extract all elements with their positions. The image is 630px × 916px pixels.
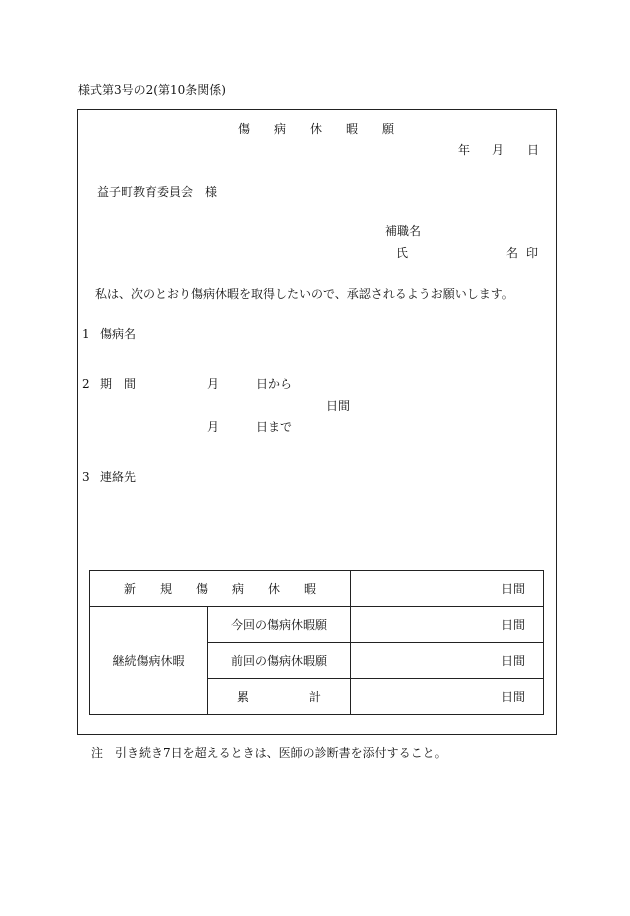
date-month: 月 bbox=[492, 143, 505, 157]
date-day: 日 bbox=[527, 143, 540, 157]
item-contact-label: 連絡先 bbox=[100, 470, 137, 484]
current-request-days: 日間 bbox=[351, 607, 544, 643]
post-label: 補職名 bbox=[385, 224, 422, 238]
continued-leave-label: 継続傷病休暇 bbox=[90, 607, 208, 715]
item-illness-number: 1 bbox=[82, 327, 90, 341]
previous-request-label: 前回の傷病休暇願 bbox=[208, 643, 351, 679]
total-days: 日間 bbox=[351, 679, 544, 715]
item-period-label: 期 間 bbox=[100, 377, 137, 391]
seal-mark: 印 bbox=[526, 246, 539, 260]
table-row bbox=[90, 571, 544, 607]
current-request-label: 今回の傷病休暇願 bbox=[208, 607, 351, 643]
item-contact-number: 3 bbox=[82, 470, 90, 484]
statement: 私は、次のとおり傷病休暇を取得したいので、承認されるようお願いします。 bbox=[95, 287, 514, 301]
item-illness-label: 傷病名 bbox=[100, 327, 137, 341]
period-to-month: 月 bbox=[207, 420, 220, 434]
name-label-surname: 氏 bbox=[396, 246, 409, 260]
period-from-month: 月 bbox=[207, 377, 220, 391]
previous-request-days: 日間 bbox=[351, 643, 544, 679]
form-title: 傷 病 休 暇 願 bbox=[238, 122, 395, 136]
date-year: 年 bbox=[458, 143, 471, 157]
new-leave-label: 新 規 傷 病 休 暇 bbox=[90, 571, 351, 607]
name-label-given: 名 bbox=[506, 246, 519, 260]
new-leave-days: 日間 bbox=[351, 571, 544, 607]
form-reference: 様式第3号の2(第10条関係) bbox=[78, 83, 226, 97]
item-period-number: 2 bbox=[82, 377, 90, 391]
addressee: 益子町教育委員会 様 bbox=[97, 185, 218, 199]
period-from-day: 日から bbox=[256, 377, 293, 391]
period-days: 日間 bbox=[326, 399, 351, 413]
footnote: 注 引き続き7日を超えるときは、医師の診断書を添付すること。 bbox=[91, 746, 447, 760]
total-label: 累 計 bbox=[208, 679, 351, 715]
period-to-day: 日まで bbox=[256, 420, 293, 434]
table-row bbox=[90, 607, 544, 643]
leave-summary-table bbox=[89, 570, 544, 715]
